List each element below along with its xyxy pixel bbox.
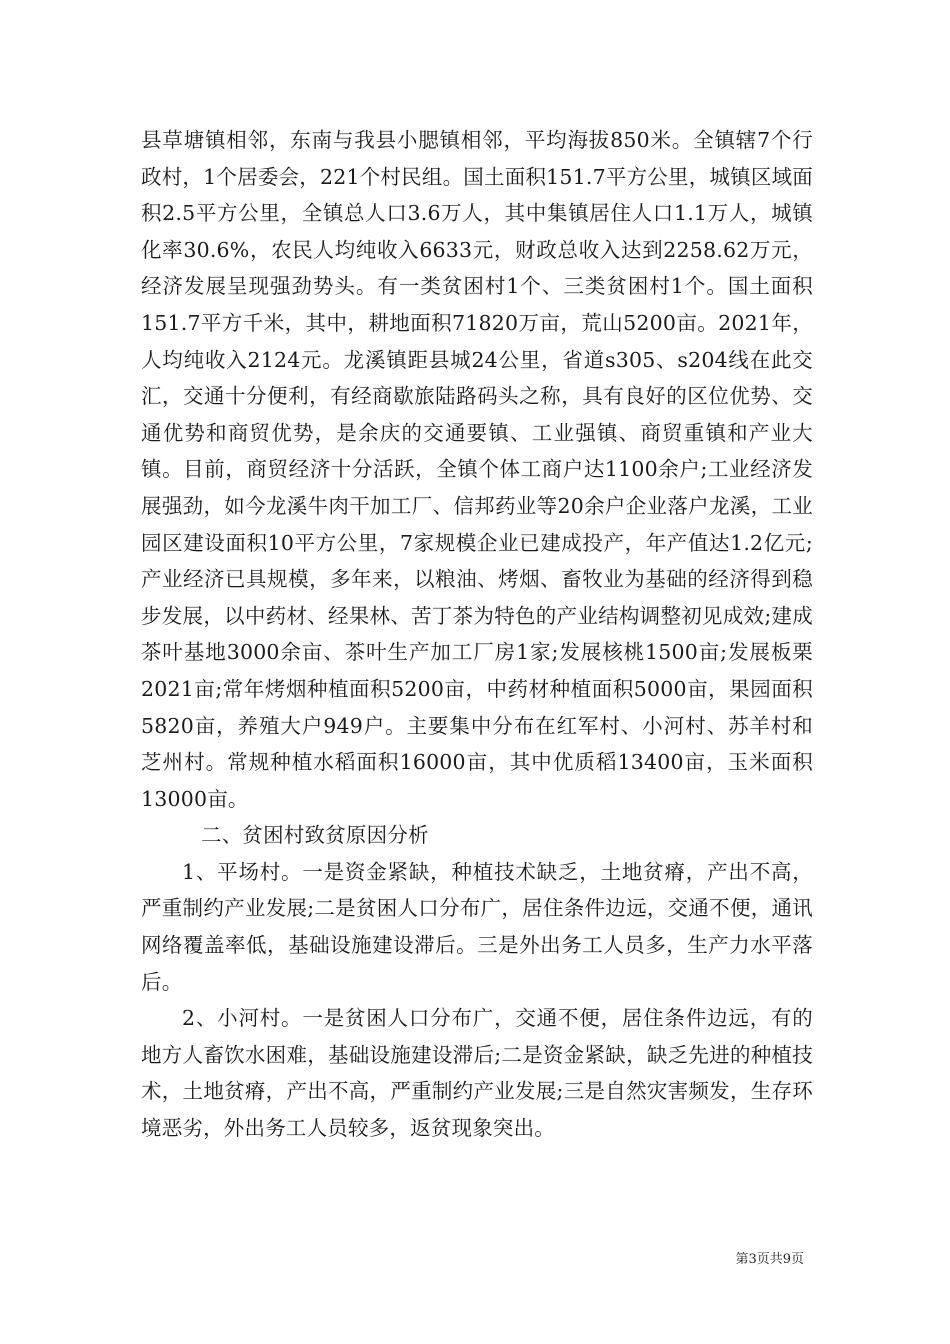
body-paragraph-xiaohe-village: 2、小河村。一是贫困人口分布广，交通不便，居住条件边远，有的地方人畜饮水困难，基础设施建设滞后;二是资金紧缺，缺乏先进的种植技术，土地贫瘠，产出不高，严重制约产业发展;三是自然灾害频发，生存环境恶劣，外出务工人员较多，返贫现象突出。	[141, 1006, 813, 1141]
section-heading: 二、贫困村致贫原因分析	[201, 823, 429, 848]
page-number-footer: 第3页共9页	[735, 1252, 804, 1267]
document-body	[141, 122, 813, 1147]
body-paragraph-pingchang-village: 1、平场村。一是资金紧缺，种植技术缺乏，土地贫瘠，产出不高，严重制约产业发展;二是贫困人口分布广，居住条件边远，交通不便，通讯网络覆盖率低，基础设施建设滞后。三是外出务工人员多，生产力水平落后。	[141, 859, 813, 994]
body-paragraph-town-overview: 县草塘镇相邻，东南与我县小腮镇相邻，平均海拔850米。全镇辖7个行政村，1个居委会，221个村民组。国土面积151.7平方公里，城镇区域面积2.5平方公里，全镇总人口3.6万人，其中集镇居住人口1.1万人，城镇化率30.6%，农民人均纯收入6633元，财政总收入达到2258.62万元，经济发展呈现强劲势头。有一类贫困村1个、三类贫困村1个。国土面积151.7平方千米，其中，耕地面积71820万亩，荒山5200亩。2021年，人均纯收入2124元。龙溪镇距县城24公里，省道s305、s204线在此交汇，交通十分便利，有经商歇旅陆路码头之称，具有良好的区位优势、交通优势和商贸优势，是余庆的交通要镇、工业强镇、商贸重镇和产业大镇。目前，商贸经济十分活跃，全镇个体工商户达1100余户;工业经济发展强劲，如今龙溪牛肉干加工厂、信邦药业等20余户企业落户龙溪，工业园区建设面积10平方公里，7家规模企业已建成投产，年产值达1.2亿元;产业经济已具规模，多年来，以粮油、烤烟、畜牧业为基础的经济得到稳步发展，以中药材、经果林、苦丁茶为特色的产业结构调整初见成效;建成茶叶基地3000余亩、茶叶生产加工厂房1家;发展核桃1500亩;发展板栗2021亩;常年烤烟种植面积5200亩，中药材种植面积5000亩，果园面积5820亩，养殖大户949户。主要集中分布在红军村、小河村、苏羊村和芝州村。常规种植水稻面积16000亩，其中优质稻13400亩，玉米面积13000亩。	[141, 128, 813, 811]
